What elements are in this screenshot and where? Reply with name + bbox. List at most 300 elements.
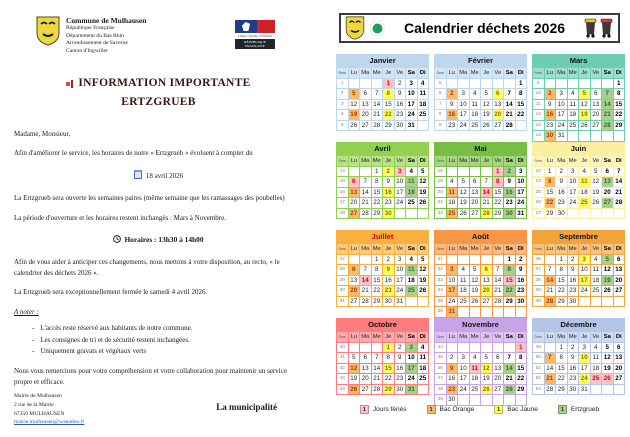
day-cell: 14 bbox=[371, 99, 383, 110]
day-cell: 11 bbox=[567, 99, 579, 110]
day-cell: 6 bbox=[348, 177, 360, 188]
day-cell bbox=[567, 131, 579, 142]
week-number: 49 bbox=[435, 395, 447, 406]
day-header: Di bbox=[417, 68, 429, 79]
day-cell: 21 bbox=[360, 198, 372, 209]
week-column-header: Sem bbox=[337, 332, 349, 343]
day-cell: 1 bbox=[371, 166, 383, 177]
day-cell bbox=[469, 307, 481, 318]
day-cell: 29 bbox=[556, 296, 568, 307]
day-cell: 27 bbox=[469, 208, 481, 219]
day-cell: 13 bbox=[492, 99, 504, 110]
legend-label: Ertzgrueb bbox=[570, 406, 600, 413]
day-cell: 3 bbox=[394, 254, 406, 265]
day-cell: 14 bbox=[481, 187, 493, 198]
day-cell bbox=[613, 384, 625, 395]
day-cell bbox=[417, 208, 429, 219]
week-number: 25 bbox=[533, 187, 545, 198]
day-cell: 7 bbox=[371, 353, 383, 364]
day-cell bbox=[371, 78, 383, 89]
day-cell bbox=[590, 384, 602, 395]
day-cell: 26 bbox=[348, 120, 360, 131]
week-number: 41 bbox=[337, 353, 349, 364]
week-number: 53 bbox=[533, 384, 545, 395]
day-cell: 8 bbox=[504, 265, 516, 276]
day-cell bbox=[579, 78, 591, 89]
day-cell: 1 bbox=[613, 78, 625, 89]
day-cell: 27 bbox=[348, 296, 360, 307]
day-cell: 26 bbox=[590, 198, 602, 209]
day-cell: 29 bbox=[544, 208, 556, 219]
day-header: Sa bbox=[504, 244, 516, 255]
day-cell: 4 bbox=[579, 166, 591, 177]
day-cell bbox=[458, 395, 470, 406]
day-cell bbox=[348, 254, 360, 265]
week-number: 28 bbox=[337, 265, 349, 276]
day-cell: 19 bbox=[469, 286, 481, 297]
day-cell: 7 bbox=[481, 177, 493, 188]
day-cell: 12 bbox=[469, 275, 481, 286]
day-cell: 9 bbox=[383, 265, 395, 276]
day-cell: 24 bbox=[458, 384, 470, 395]
day-header: Lu bbox=[348, 68, 360, 79]
day-cell bbox=[481, 395, 493, 406]
day-header: Sa bbox=[504, 68, 516, 79]
day-header: Lu bbox=[544, 156, 556, 167]
day-cell: 4 bbox=[446, 177, 458, 188]
day-header: Me bbox=[567, 156, 579, 167]
day-cell bbox=[492, 254, 504, 265]
day-cell: 21 bbox=[602, 110, 614, 121]
day-cell: 4 bbox=[590, 342, 602, 353]
day-header: Ve bbox=[394, 332, 406, 343]
day-cell: 5 bbox=[602, 342, 614, 353]
day-cell: 28 bbox=[371, 120, 383, 131]
date-line bbox=[14, 170, 303, 181]
day-cell: 26 bbox=[602, 286, 614, 297]
day-cell: 13 bbox=[613, 265, 625, 276]
day-cell: 9 bbox=[394, 89, 406, 100]
day-cell: 30 bbox=[394, 384, 406, 395]
day-header: Di bbox=[515, 156, 527, 167]
day-cell: 13 bbox=[481, 275, 493, 286]
week-number: 31 bbox=[337, 296, 349, 307]
day-cell: 16 bbox=[383, 187, 395, 198]
day-cell: 22 bbox=[613, 110, 625, 121]
day-cell: 7 bbox=[360, 177, 372, 188]
day-cell: 21 bbox=[504, 110, 516, 121]
day-cell: 5 bbox=[579, 89, 591, 100]
day-cell: 2 bbox=[556, 166, 568, 177]
week-number: 23 bbox=[533, 166, 545, 177]
day-cell: 9 bbox=[446, 99, 458, 110]
day-cell: 29 bbox=[504, 296, 516, 307]
day-header: Di bbox=[515, 68, 527, 79]
day-cell bbox=[579, 296, 591, 307]
day-cell: 16 bbox=[446, 110, 458, 121]
day-cell bbox=[406, 208, 418, 219]
day-cell: 20 bbox=[469, 198, 481, 209]
day-cell: 23 bbox=[383, 286, 395, 297]
month-janvier bbox=[336, 54, 429, 141]
day-cell bbox=[579, 208, 591, 219]
day-cell: 17 bbox=[579, 363, 591, 374]
flag-blue-block bbox=[235, 20, 257, 33]
day-header: Sa bbox=[406, 244, 418, 255]
day-cell: 2 bbox=[394, 78, 406, 89]
day-cell: 29 bbox=[371, 208, 383, 219]
week-number: 16 bbox=[337, 187, 349, 198]
day-cell: 18 bbox=[579, 187, 591, 198]
day-cell: 10 bbox=[579, 353, 591, 364]
day-cell: 27 bbox=[360, 384, 372, 395]
day-cell bbox=[458, 342, 470, 353]
bullet-1: - L'accès reste réservé aux habitants de notre commune. bbox=[32, 323, 303, 333]
day-cell: 12 bbox=[458, 187, 470, 198]
day-cell: 24 bbox=[515, 198, 527, 209]
day-header: Di bbox=[515, 332, 527, 343]
day-cell: 23 bbox=[446, 384, 458, 395]
day-cell: 18 bbox=[590, 363, 602, 374]
day-cell: 19 bbox=[348, 110, 360, 121]
day-cell: 5 bbox=[590, 166, 602, 177]
day-cell: 1 bbox=[383, 78, 395, 89]
day-cell: 1 bbox=[515, 342, 527, 353]
week-number: 44 bbox=[337, 384, 349, 395]
title-line-2: ERTZGRUEB bbox=[121, 95, 196, 108]
month-title: Mai bbox=[434, 142, 527, 155]
header-line-canton: Canton d'Ingwiller bbox=[66, 47, 108, 54]
day-header: Lu bbox=[348, 244, 360, 255]
day-cell: 25 bbox=[590, 374, 602, 385]
day-header: Ve bbox=[492, 68, 504, 79]
day-cell: 15 bbox=[371, 275, 383, 286]
day-header: Sa bbox=[406, 332, 418, 343]
day-cell: 8 bbox=[515, 89, 527, 100]
day-cell: 17 bbox=[556, 110, 568, 121]
day-cell: 23 bbox=[515, 286, 527, 297]
week-column-header: Sem bbox=[435, 244, 447, 255]
day-cell: 14 bbox=[544, 275, 556, 286]
hours-highlight: Horaires : 13h30 à 14h00 bbox=[124, 234, 204, 244]
day-cell: 15 bbox=[515, 363, 527, 374]
day-cell: 10 bbox=[567, 177, 579, 188]
day-cell: 28 bbox=[371, 384, 383, 395]
day-cell: 19 bbox=[417, 275, 429, 286]
day-cell: 25 bbox=[579, 198, 591, 209]
day-cell: 17 bbox=[394, 187, 406, 198]
day-cell: 17 bbox=[406, 99, 418, 110]
paragraph-1: Afin d'améliorer le service, les horaires de notre « Ertzgrueb » évoluent à compter du bbox=[14, 149, 253, 158]
day-cell: 5 bbox=[348, 353, 360, 364]
day-cell: 31 bbox=[556, 131, 568, 142]
day-cell: 21 bbox=[360, 286, 372, 297]
day-cell: 24 bbox=[579, 286, 591, 297]
yellow-bin-icon bbox=[584, 18, 597, 38]
day-cell bbox=[360, 166, 372, 177]
day-cell: 21 bbox=[481, 198, 493, 209]
day-cell: 15 bbox=[556, 275, 568, 286]
day-cell bbox=[590, 208, 602, 219]
month-title: Juillet bbox=[336, 230, 429, 243]
week-number: 9 bbox=[533, 78, 545, 89]
day-cell: 9 bbox=[567, 353, 579, 364]
week-number: 48 bbox=[435, 384, 447, 395]
month-title: Mars bbox=[532, 54, 625, 67]
day-cell: 6 bbox=[492, 353, 504, 364]
day-cell: 8 bbox=[371, 177, 383, 188]
letter-header bbox=[14, 14, 303, 58]
commune-name: Commune de Mulhausen bbox=[66, 16, 147, 25]
day-cell: 21 bbox=[492, 286, 504, 297]
day-cell: 24 bbox=[394, 286, 406, 297]
day-cell bbox=[567, 208, 579, 219]
day-cell: 30 bbox=[544, 131, 556, 142]
day-cell: 21 bbox=[613, 187, 625, 198]
day-cell bbox=[602, 78, 614, 89]
day-cell: 2 bbox=[544, 89, 556, 100]
day-cell bbox=[458, 307, 470, 318]
day-cell: 11 bbox=[590, 265, 602, 276]
day-cell: 14 bbox=[360, 187, 372, 198]
day-cell: 12 bbox=[481, 363, 493, 374]
header-line-departement: Département du Bas Rhin bbox=[66, 32, 124, 39]
day-cell: 21 bbox=[544, 286, 556, 297]
day-cell: 8 bbox=[492, 177, 504, 188]
legend-item-bac-orange bbox=[427, 405, 475, 414]
day-cell: 4 bbox=[417, 342, 429, 353]
day-cell bbox=[544, 254, 556, 265]
day-cell: 16 bbox=[567, 275, 579, 286]
hours-line bbox=[14, 235, 303, 246]
month-title: Avril bbox=[336, 142, 429, 155]
day-cell: 3 bbox=[515, 166, 527, 177]
letter-body bbox=[14, 129, 303, 414]
footer-address-2: 67350 MULHAUSEN bbox=[14, 410, 65, 417]
day-header: Ma bbox=[360, 68, 372, 79]
day-cell: 10 bbox=[394, 265, 406, 276]
day-cell: 6 bbox=[481, 265, 493, 276]
day-cell bbox=[613, 131, 625, 142]
week-number: 26 bbox=[533, 198, 545, 209]
day-cell: 31 bbox=[515, 208, 527, 219]
day-cell: 4 bbox=[469, 353, 481, 364]
day-header: Lu bbox=[348, 332, 360, 343]
week-number: 40 bbox=[533, 296, 545, 307]
day-cell: 18 bbox=[469, 110, 481, 121]
day-header: Je bbox=[481, 156, 493, 167]
week-number: 14 bbox=[533, 131, 545, 142]
day-cell: 6 bbox=[360, 353, 372, 364]
day-cell: 5 bbox=[481, 353, 493, 364]
day-cell: 8 bbox=[556, 353, 568, 364]
day-cell: 26 bbox=[458, 208, 470, 219]
day-cell: 15 bbox=[383, 99, 395, 110]
day-cell: 10 bbox=[406, 353, 418, 364]
day-cell: 9 bbox=[544, 99, 556, 110]
day-header: Di bbox=[613, 156, 625, 167]
day-cell: 22 bbox=[504, 286, 516, 297]
day-cell: 25 bbox=[417, 374, 429, 385]
day-cell: 2 bbox=[567, 254, 579, 265]
day-cell: 30 bbox=[567, 384, 579, 395]
day-cell: 29 bbox=[492, 208, 504, 219]
day-cell: 30 bbox=[504, 208, 516, 219]
day-cell bbox=[458, 254, 470, 265]
week-number: 1 bbox=[337, 78, 349, 89]
day-cell bbox=[469, 166, 481, 177]
legend-item-jours-f-ri-s bbox=[360, 405, 407, 414]
week-number: 43 bbox=[337, 374, 349, 385]
day-cell bbox=[417, 296, 429, 307]
week-number: 36 bbox=[533, 254, 545, 265]
day-cell bbox=[492, 307, 504, 318]
day-cell: 16 bbox=[567, 363, 579, 374]
flag-red-block bbox=[257, 20, 275, 33]
day-cell: 17 bbox=[458, 110, 470, 121]
day-header: Me bbox=[469, 244, 481, 255]
day-cell: 30 bbox=[556, 208, 568, 219]
day-header: Ve bbox=[590, 244, 602, 255]
day-cell: 17 bbox=[458, 374, 470, 385]
day-header: Sa bbox=[504, 332, 516, 343]
week-number: 13 bbox=[533, 120, 545, 131]
week-number: 18 bbox=[337, 208, 349, 219]
day-cell: 1 bbox=[504, 254, 516, 265]
week-number: 19 bbox=[435, 177, 447, 188]
week-number: 50 bbox=[533, 353, 545, 364]
day-cell: 22 bbox=[383, 374, 395, 385]
day-header: Di bbox=[417, 244, 429, 255]
day-header: Ve bbox=[590, 332, 602, 343]
month-title: Janvier bbox=[336, 54, 429, 67]
legend-color-chip: 1 bbox=[360, 405, 369, 414]
week-number: 11 bbox=[533, 99, 545, 110]
day-header: Lu bbox=[446, 156, 458, 167]
week-number: 46 bbox=[435, 363, 447, 374]
day-cell: 28 bbox=[613, 198, 625, 209]
day-header: Di bbox=[613, 332, 625, 343]
note-bullets bbox=[32, 323, 303, 356]
week-number: 42 bbox=[337, 363, 349, 374]
day-cell: 30 bbox=[383, 296, 395, 307]
month-décembre bbox=[532, 318, 625, 405]
day-cell: 27 bbox=[492, 384, 504, 395]
day-header: Me bbox=[469, 68, 481, 79]
week-column-header: Sem bbox=[533, 244, 545, 255]
day-cell bbox=[348, 342, 360, 353]
day-header: Je bbox=[383, 332, 395, 343]
week-column-header: Sem bbox=[533, 68, 545, 79]
day-cell: 2 bbox=[515, 254, 527, 265]
day-header: Je bbox=[579, 332, 591, 343]
day-cell: 5 bbox=[417, 166, 429, 177]
day-cell: 19 bbox=[481, 110, 493, 121]
day-header: Lu bbox=[446, 244, 458, 255]
day-cell: 4 bbox=[590, 254, 602, 265]
day-cell: 11 bbox=[458, 275, 470, 286]
day-cell: 6 bbox=[360, 89, 372, 100]
week-number: 21 bbox=[435, 198, 447, 209]
month-title: Juin bbox=[532, 142, 625, 155]
day-header: Je bbox=[383, 156, 395, 167]
week-number: 8 bbox=[435, 110, 447, 121]
week-number: 37 bbox=[533, 265, 545, 276]
day-cell: 4 bbox=[458, 265, 470, 276]
day-cell: 25 bbox=[446, 208, 458, 219]
day-cell: 22 bbox=[492, 198, 504, 209]
note-label: A noter : bbox=[14, 307, 39, 316]
day-cell: 1 bbox=[371, 254, 383, 265]
paragraph-4: Afin de vous aider à anticiper ces changements, nous mettons à votre disposition, au recto, « le calendrier des déchets 2026 ». bbox=[14, 258, 280, 277]
day-cell: 31 bbox=[446, 307, 458, 318]
day-cell: 22 bbox=[515, 374, 527, 385]
week-number: 29 bbox=[337, 275, 349, 286]
day-header: Me bbox=[371, 68, 383, 79]
day-cell: 8 bbox=[613, 89, 625, 100]
day-cell: 20 bbox=[492, 110, 504, 121]
day-header: Di bbox=[515, 244, 527, 255]
week-number: 10 bbox=[533, 89, 545, 100]
day-cell: 28 bbox=[360, 296, 372, 307]
day-header: Sa bbox=[602, 156, 614, 167]
day-cell bbox=[406, 296, 418, 307]
day-cell: 3 bbox=[567, 166, 579, 177]
week-column-header: Sem bbox=[337, 68, 349, 79]
day-cell: 24 bbox=[406, 374, 418, 385]
day-cell: 10 bbox=[458, 99, 470, 110]
calendar-page bbox=[315, 0, 630, 437]
week-number: 5 bbox=[337, 120, 349, 131]
day-cell: 4 bbox=[406, 254, 418, 265]
day-cell: 25 bbox=[458, 296, 470, 307]
day-header: Ve bbox=[590, 68, 602, 79]
day-cell: 30 bbox=[383, 208, 395, 219]
day-cell: 28 bbox=[544, 296, 556, 307]
day-header: Ve bbox=[394, 156, 406, 167]
footer-email-link[interactable]: mairie.mulhausen@wanadoo.fr bbox=[14, 419, 85, 426]
day-cell: 31 bbox=[579, 384, 591, 395]
day-cell: 14 bbox=[613, 177, 625, 188]
day-header: Ma bbox=[458, 332, 470, 343]
day-cell: 11 bbox=[446, 187, 458, 198]
day-cell: 30 bbox=[567, 296, 579, 307]
day-cell: 23 bbox=[567, 286, 579, 297]
day-cell: 29 bbox=[383, 120, 395, 131]
day-header: Lu bbox=[544, 244, 556, 255]
day-header: Lu bbox=[446, 68, 458, 79]
day-cell: 3 bbox=[458, 353, 470, 364]
clock-icon bbox=[113, 235, 121, 243]
day-cell: 19 bbox=[590, 187, 602, 198]
week-column-header: Sem bbox=[337, 156, 349, 167]
day-cell: 20 bbox=[613, 363, 625, 374]
day-cell: 2 bbox=[446, 89, 458, 100]
month-title: Décembre bbox=[532, 318, 625, 331]
day-cell: 28 bbox=[492, 296, 504, 307]
week-number: 2 bbox=[337, 89, 349, 100]
day-header: Sa bbox=[406, 156, 418, 167]
day-cell bbox=[360, 342, 372, 353]
day-cell: 29 bbox=[383, 384, 395, 395]
day-cell: 1 bbox=[544, 166, 556, 177]
week-number: 39 bbox=[533, 286, 545, 297]
day-cell: 24 bbox=[556, 120, 568, 131]
day-cell bbox=[515, 120, 527, 131]
day-cell: 18 bbox=[446, 198, 458, 209]
day-cell: 18 bbox=[417, 99, 429, 110]
legend-color-chip: 1 bbox=[558, 405, 567, 414]
